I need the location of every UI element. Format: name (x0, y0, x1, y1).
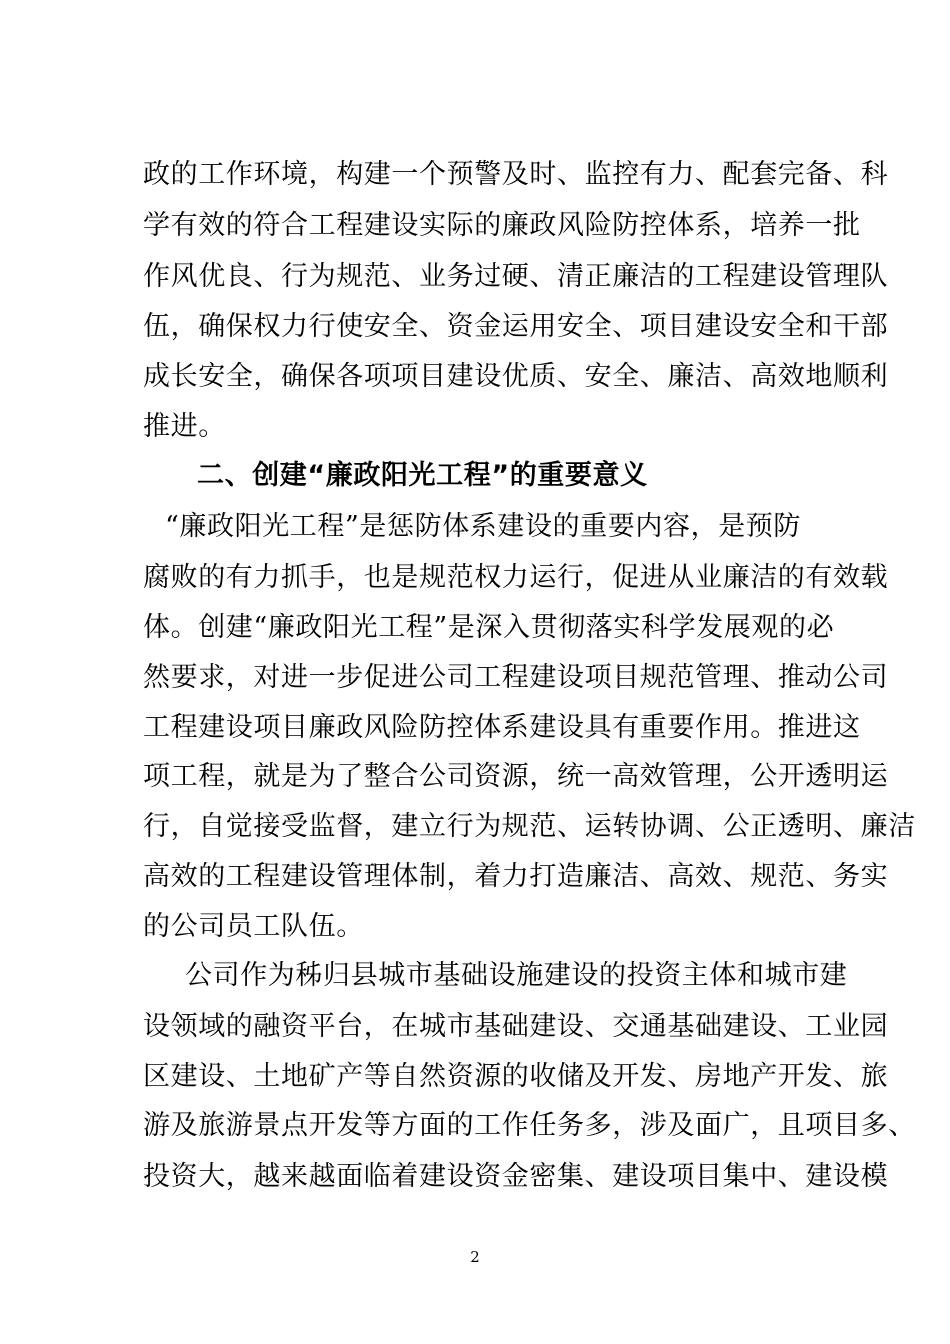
text-line: 政的工作环境，构建一个预警及时、监控有力、配套完备、科 (143, 159, 889, 190)
text-line: 推进。 (143, 411, 226, 442)
text-line: 项工程，就是为了整合公司资源，统一高效管理，公开透明运 (143, 761, 889, 792)
section-heading: 二、创建“廉政阳光工程”的重要意义 (197, 460, 648, 491)
text-line: 工程建设项目廉政风险防控体系建设具有重要作用。推进这 (143, 712, 861, 743)
text-line: 游及旅游景点开发等方面的工作任务多，涉及面广，且项目多、 (143, 1110, 916, 1141)
text-line: 作风优良、行为规范、业务过硬、清正廉洁的工程建设管理队 (143, 261, 889, 292)
text-line: 的公司员工队伍。 (143, 911, 364, 942)
text-line: 区建设、土地矿产等自然资源的收储及开发、房地产开发、旅 (143, 1061, 889, 1092)
text-line: 设领域的融资平台，在城市基础建设、交通基础建设、工业园 (143, 1011, 889, 1042)
text-line: 腐败的有力抓手，也是规范权力运行，促进从业廉洁的有效载 (143, 562, 889, 593)
page-number: 2 (470, 1248, 480, 1266)
text-line: “廉政阳光工程”是惩防体系建设的重要内容，是预防 (165, 511, 802, 542)
text-line: 体。创建“廉政阳光工程”是深入贯彻落实科学发展观的必 (143, 612, 835, 643)
text-line: 高效的工程建设管理体制，着力打造廉洁、高效、规范、务实 (143, 861, 889, 892)
text-line: 投资大，越来越面临着建设资金密集、建设项目集中、建设模 (143, 1161, 889, 1192)
text-line: 成长安全，确保各项项目建设优质、安全、廉洁、高效地顺利 (143, 361, 889, 392)
text-line: 伍，确保权力行使安全、资金运用安全、项目建设安全和干部 (143, 311, 889, 342)
text-line: 然要求，对进一步促进公司工程建设项目规范管理、推动公司 (143, 662, 889, 693)
text-line: 公司作为秭归县城市基础设施建设的投资主体和城市建 (185, 960, 848, 991)
text-line: 学有效的符合工程建设实际的廉政风险防控体系，培养一批 (143, 210, 861, 241)
text-line: 行，自觉接受监督，建立行为规范、运转协调、公正透明、廉洁 (143, 811, 916, 842)
